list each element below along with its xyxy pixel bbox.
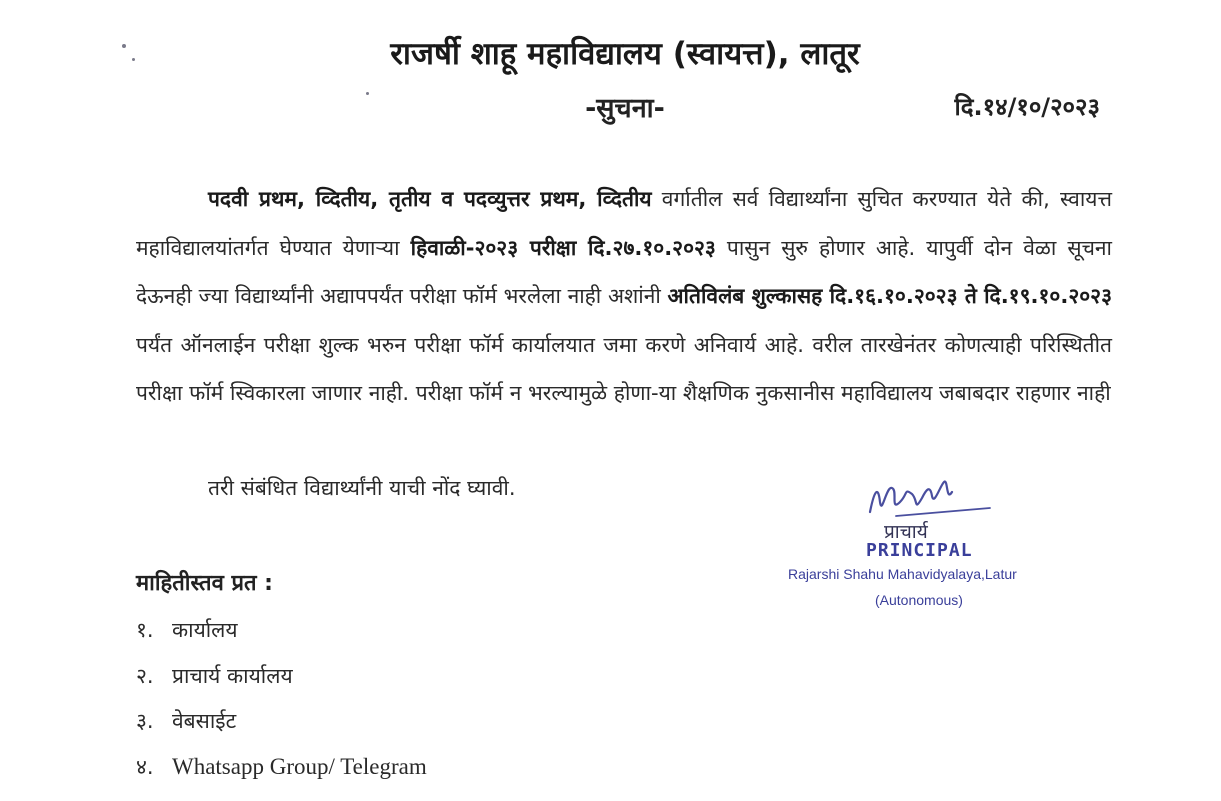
body-segment-intro: वर्गातील सर्व विद्यार्थ्यांना सुचित करण्यात येते की, स्वायत्त महाविद्यालयांतर्गत घेण्यात येणाऱ्या — [136, 187, 1112, 260]
list-item — [136, 749, 427, 795]
body-segment-instructions: पर्यंत ऑनलाईन परीक्षा शुल्क भरुन परीक्षा फॉर्म कार्यालयात जमा करणे अनिवार्य आहे. वरील तारखेनंतर कोणत्याही परिस्थितीत परीक्षा फॉर्म स्विकारला जाणार नाही. परीक्षा फॉर्म न भरल्यामुळे होणा-या शैक्षणिक नुकसानीस महाविद्यालय जबाबदार राहणार नाही — [136, 332, 1112, 405]
list-item-text: वेबसाईट — [172, 709, 237, 733]
body-segment-reminder: पासुन सुरु होणार आहे. यापुर्वी दोन वेळा सूचना देऊनही ज्या विद्यार्थ्यांनी अद्यापपर्यंत परीक्षा फॉर्म भरलेला नाही अशांनी — [136, 235, 1112, 308]
principal-signature-block — [780, 472, 1100, 622]
body-segment-late-fee-dates: अतिविलंब शुल्कासह दि.१६.१०.२०२३ ते दि.१९.१०.२०२३ — [667, 284, 1112, 308]
signature-title-marathi: प्राचार्य — [884, 521, 928, 543]
stamp-principal: PRINCIPAL — [866, 540, 973, 561]
list-item-text: कार्यालय — [172, 618, 238, 642]
closing-line: तरी संबंधित विद्यार्थ्यांनी याची नोंद घ्यावी. — [208, 476, 516, 500]
body-segment-exam-date: हिवाळी-२०२३ परीक्षा दि.२७.१०.२०२३ — [410, 235, 716, 260]
scan-speck — [366, 92, 369, 95]
scan-speck — [132, 58, 135, 61]
list-item-number: ३. — [136, 709, 154, 733]
list-item — [136, 612, 427, 658]
list-item-text: प्राचार्य कार्यालय — [172, 663, 293, 688]
list-item-number: २. — [136, 663, 154, 688]
list-item — [136, 703, 427, 749]
scan-speck — [122, 44, 126, 48]
list-item-number: १. — [136, 618, 154, 642]
stamp-autonomous: (Autonomous) — [875, 592, 963, 608]
list-item-number: ४. — [136, 754, 154, 779]
notice-title: -सुचना- — [585, 93, 665, 124]
notice-body — [136, 175, 1112, 418]
copy-to-heading: माहितीस्तव प्रत : — [136, 571, 273, 596]
college-name: राजर्षी शाहू महाविद्यालय (स्वायत्त), लातूर — [390, 36, 860, 72]
signature-scribble — [860, 472, 1000, 532]
notice-date: दि.१४/१०/२०२३ — [954, 93, 1100, 121]
copy-to-list — [136, 612, 427, 794]
stamp-college-name: Rajarshi Shahu Mahavidyalaya,Latur — [788, 566, 1017, 582]
list-item — [136, 658, 427, 704]
list-item-text: Whatsapp Group/ Telegram — [172, 753, 427, 779]
body-segment-classes: पदवी प्रथम, व्दितीय, तृतीय व पदव्युत्तर प्रथम, व्दितीय — [208, 187, 652, 211]
